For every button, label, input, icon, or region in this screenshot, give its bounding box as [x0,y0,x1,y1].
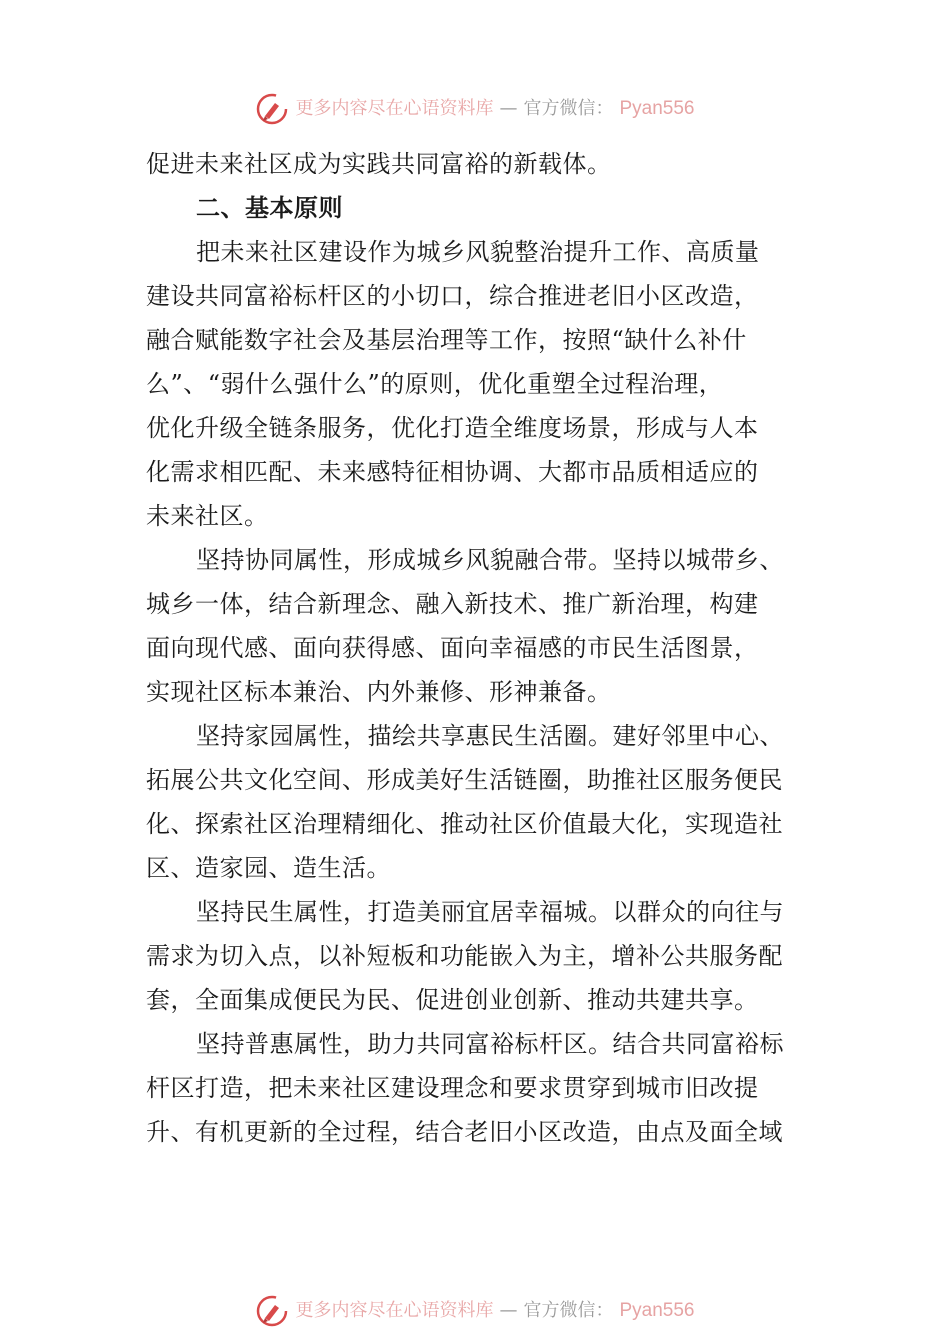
watermark-wechat-id: Pyan556 [619,1300,695,1321]
paragraph-line: 杆区打造，把未来社区建设理念和要求贯穿到城市旧改提 [146,1074,759,1102]
watermark-wechat-label: 官方微信： [523,1300,614,1321]
watermark-wechat-id: Pyan556 [619,98,695,119]
watermark-main-text: 更多内容尽在心语资料库 [295,1300,494,1321]
watermark-dash: — [499,98,518,119]
paragraph-line: 套，全面集成便民为民、促进创业创新、推动共建共享。 [146,986,759,1014]
paragraph-line: 把未来社区建设作为城乡风貌整治提升工作、高质量 [196,238,760,266]
paragraph-line: 区、造家园、造生活。 [146,854,391,882]
paragraph-line: 促进未来社区成为实践共同富裕的新载体。 [146,150,612,178]
watermark-main-text: 更多内容尽在心语资料库 [295,98,494,119]
paragraph-line: 未来社区。 [146,502,269,530]
paragraph-line: 坚持普惠属性，助力共同富裕标杆区。结合共同富裕标 [196,1030,784,1058]
paragraph-line: 么”、“弱什么强什么”的原则，优化重塑全过程治理， [146,370,724,398]
paragraph-line: 坚持家园属性，描绘共享惠民生活圈。建好邻里中心、 [196,722,784,750]
pen-nib-logo-icon [255,1294,289,1328]
paragraph-line: 拓展公共文化空间、形成美好生活链圈，助推社区服务便民 [146,766,783,794]
paragraph-line: 升、有机更新的全过程，结合老旧小区改造，由点及面全域 [146,1118,783,1146]
header-watermark [0,92,950,126]
paragraph-line: 城乡一体，结合新理念、融入新技术、推广新治理，构建 [146,590,759,618]
paragraph-line: 需求为切入点，以补短板和功能嵌入为主，增补公共服务配 [146,942,783,970]
paragraph-line: 实现社区标本兼治、内外兼修、形神兼备。 [146,678,612,706]
footer-watermark [0,1294,950,1328]
paragraph-line: 化需求相匹配、未来感特征相协调、大都市品质相适应的 [146,458,759,486]
paragraph-line: 优化升级全链条服务，优化打造全维度场景，形成与人本 [146,414,759,442]
document-body [146,142,816,1154]
watermark-wechat-label: 官方微信： [523,98,614,119]
paragraph-line: 坚持民生属性，打造美丽宜居幸福城。以群众的向往与 [196,898,784,926]
pen-nib-logo-icon [255,92,289,126]
paragraph-line: 坚持协同属性，形成城乡风貌融合带。坚持以城带乡、 [196,546,784,574]
section-heading: 二、基本原则 [196,194,343,222]
paragraph-line: 建设共同富裕标杆区的小切口，综合推进老旧小区改造， [146,282,759,310]
paragraph-line: 面向现代感、面向获得感、面向幸福感的市民生活图景， [146,634,759,662]
paragraph-line: 化、探索社区治理精细化、推动社区价值最大化，实现造社 [146,810,783,838]
watermark-dash: — [499,1300,518,1321]
paragraph-line: 融合赋能数字社会及基层治理等工作，按照“缺什么补什 [146,326,747,354]
